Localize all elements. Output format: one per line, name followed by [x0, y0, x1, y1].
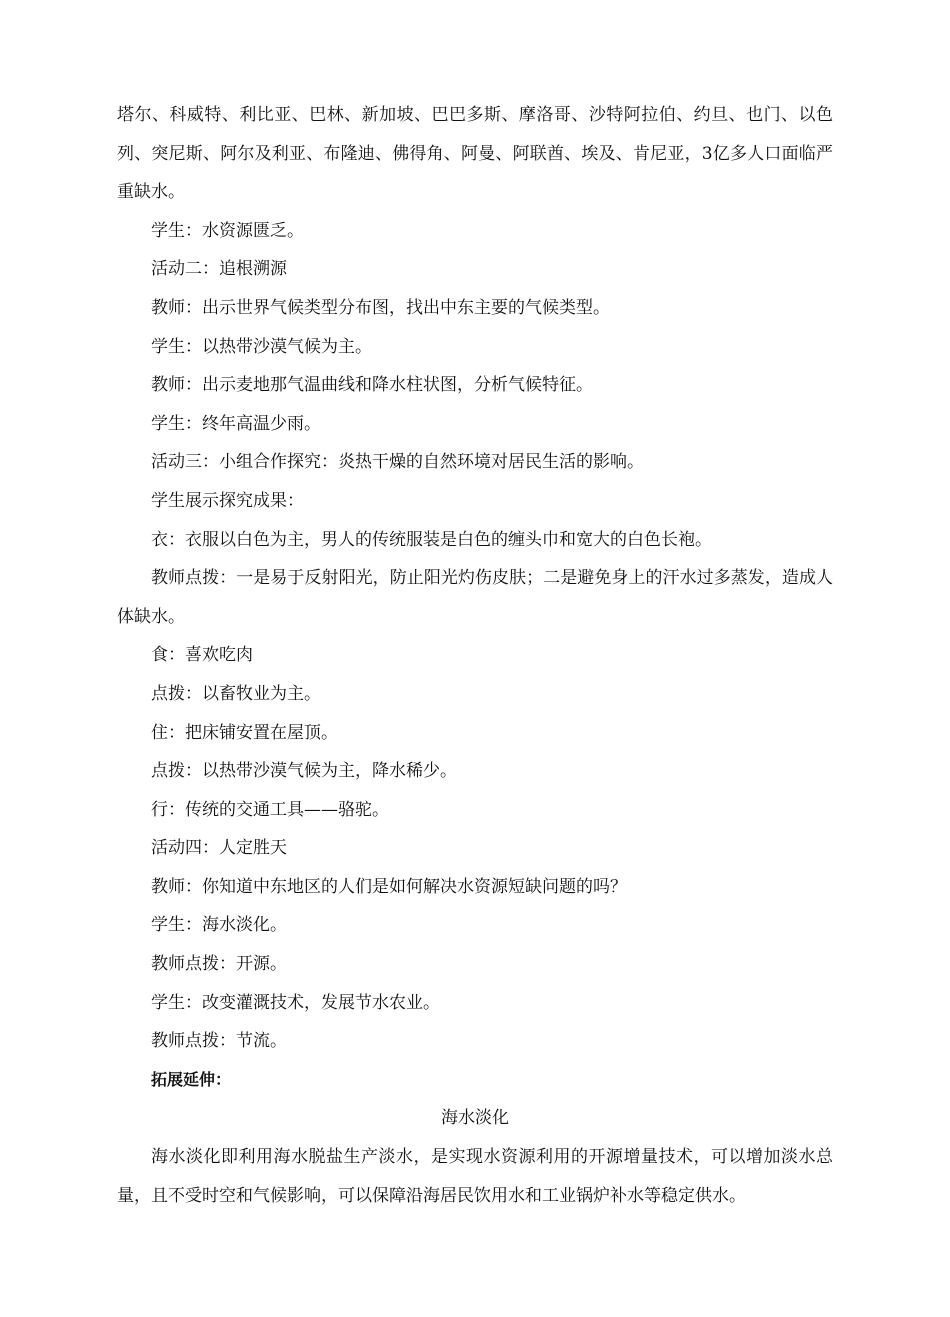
paragraph-activity-4-heading: 活动四：人定胜天: [151, 838, 287, 859]
paragraph-food-note: 点拨：以畜牧业为主。: [151, 683, 321, 704]
section-heading-extension: 拓展延伸：: [151, 1069, 232, 1089]
paragraph-student-irrigation: 学生：改变灌溉技术，发展节水农业。: [151, 992, 440, 1013]
paragraph-student-answer-2: 学生：以热带沙漠气候为主。: [151, 336, 372, 357]
paragraph-activity-2-heading: 活动二：追根溯源: [151, 259, 287, 280]
paragraph-water-shortage-countries: 塔尔、科威特、利比亚、巴林、新加坡、巴巴多斯、摩洛哥、沙特阿拉伯、约旦、也门、以色列、突尼斯、阿尔及利亚、布隆迪、佛得角、阿曼、阿联酋、埃及、肯尼亚，3亿多人口面临严重缺水。: [117, 105, 833, 203]
paragraph-teacher-save-water: 教师点拨：节流。: [151, 1031, 287, 1052]
paragraph-housing-note: 点拨：以热带沙漠气候为主，降水稀少。: [151, 761, 457, 782]
paragraph-activity-3-heading: 活动三：小组合作探究：炎热干燥的自然环境对居民生活的影响。: [151, 452, 644, 473]
paragraph-clothing: 衣：衣服以白色为主，男人的传统服装是白色的缠头巾和宽大的白色长袍。: [151, 529, 712, 550]
reading-title-desalination: 海水淡化: [441, 1108, 509, 1129]
paragraph-student-results: 学生展示探究成果：: [151, 490, 304, 511]
document-page: [117, 96, 833, 1215]
paragraph-food: 食：喜欢吃肉: [151, 645, 253, 666]
paragraph-student-desalination: 学生：海水淡化。: [151, 915, 287, 936]
paragraph-teacher-medina-chart: 教师：出示麦地那气温曲线和降水柱状图，分析气候特征。: [151, 375, 593, 396]
paragraph-student-answer-1: 学生：水资源匮乏。: [151, 220, 304, 241]
paragraph-teacher-open-source: 教师点拨：开源。: [151, 954, 287, 975]
paragraph-teacher-question: 教师：你知道中东地区的人们是如何解决水资源短缺问题的吗？: [151, 876, 627, 897]
paragraph-teacher-climate-map: 教师：出示世界气候类型分布图，找出中东主要的气候类型。: [151, 297, 610, 318]
paragraph-housing: 住：把床铺安置在屋顶。: [151, 722, 338, 743]
paragraph-transport: 行：传统的交通工具——骆驼。: [151, 799, 389, 820]
paragraph-teacher-clothing-note: 教师点拨：一是易于反射阳光，防止阳光灼伤皮肤；二是避免身上的汗水过多蒸发，造成人体缺水。: [117, 568, 833, 627]
paragraph-desalination-explanation: 海水淡化即利用海水脱盐生产淡水，是实现水资源利用的开源增量技术，可以增加淡水总量，且不受时空和气候影响，可以保障沿海居民饮用水和工业锅炉补水等稳定供水。: [117, 1147, 833, 1206]
paragraph-student-answer-3: 学生：终年高温少雨。: [151, 413, 321, 434]
